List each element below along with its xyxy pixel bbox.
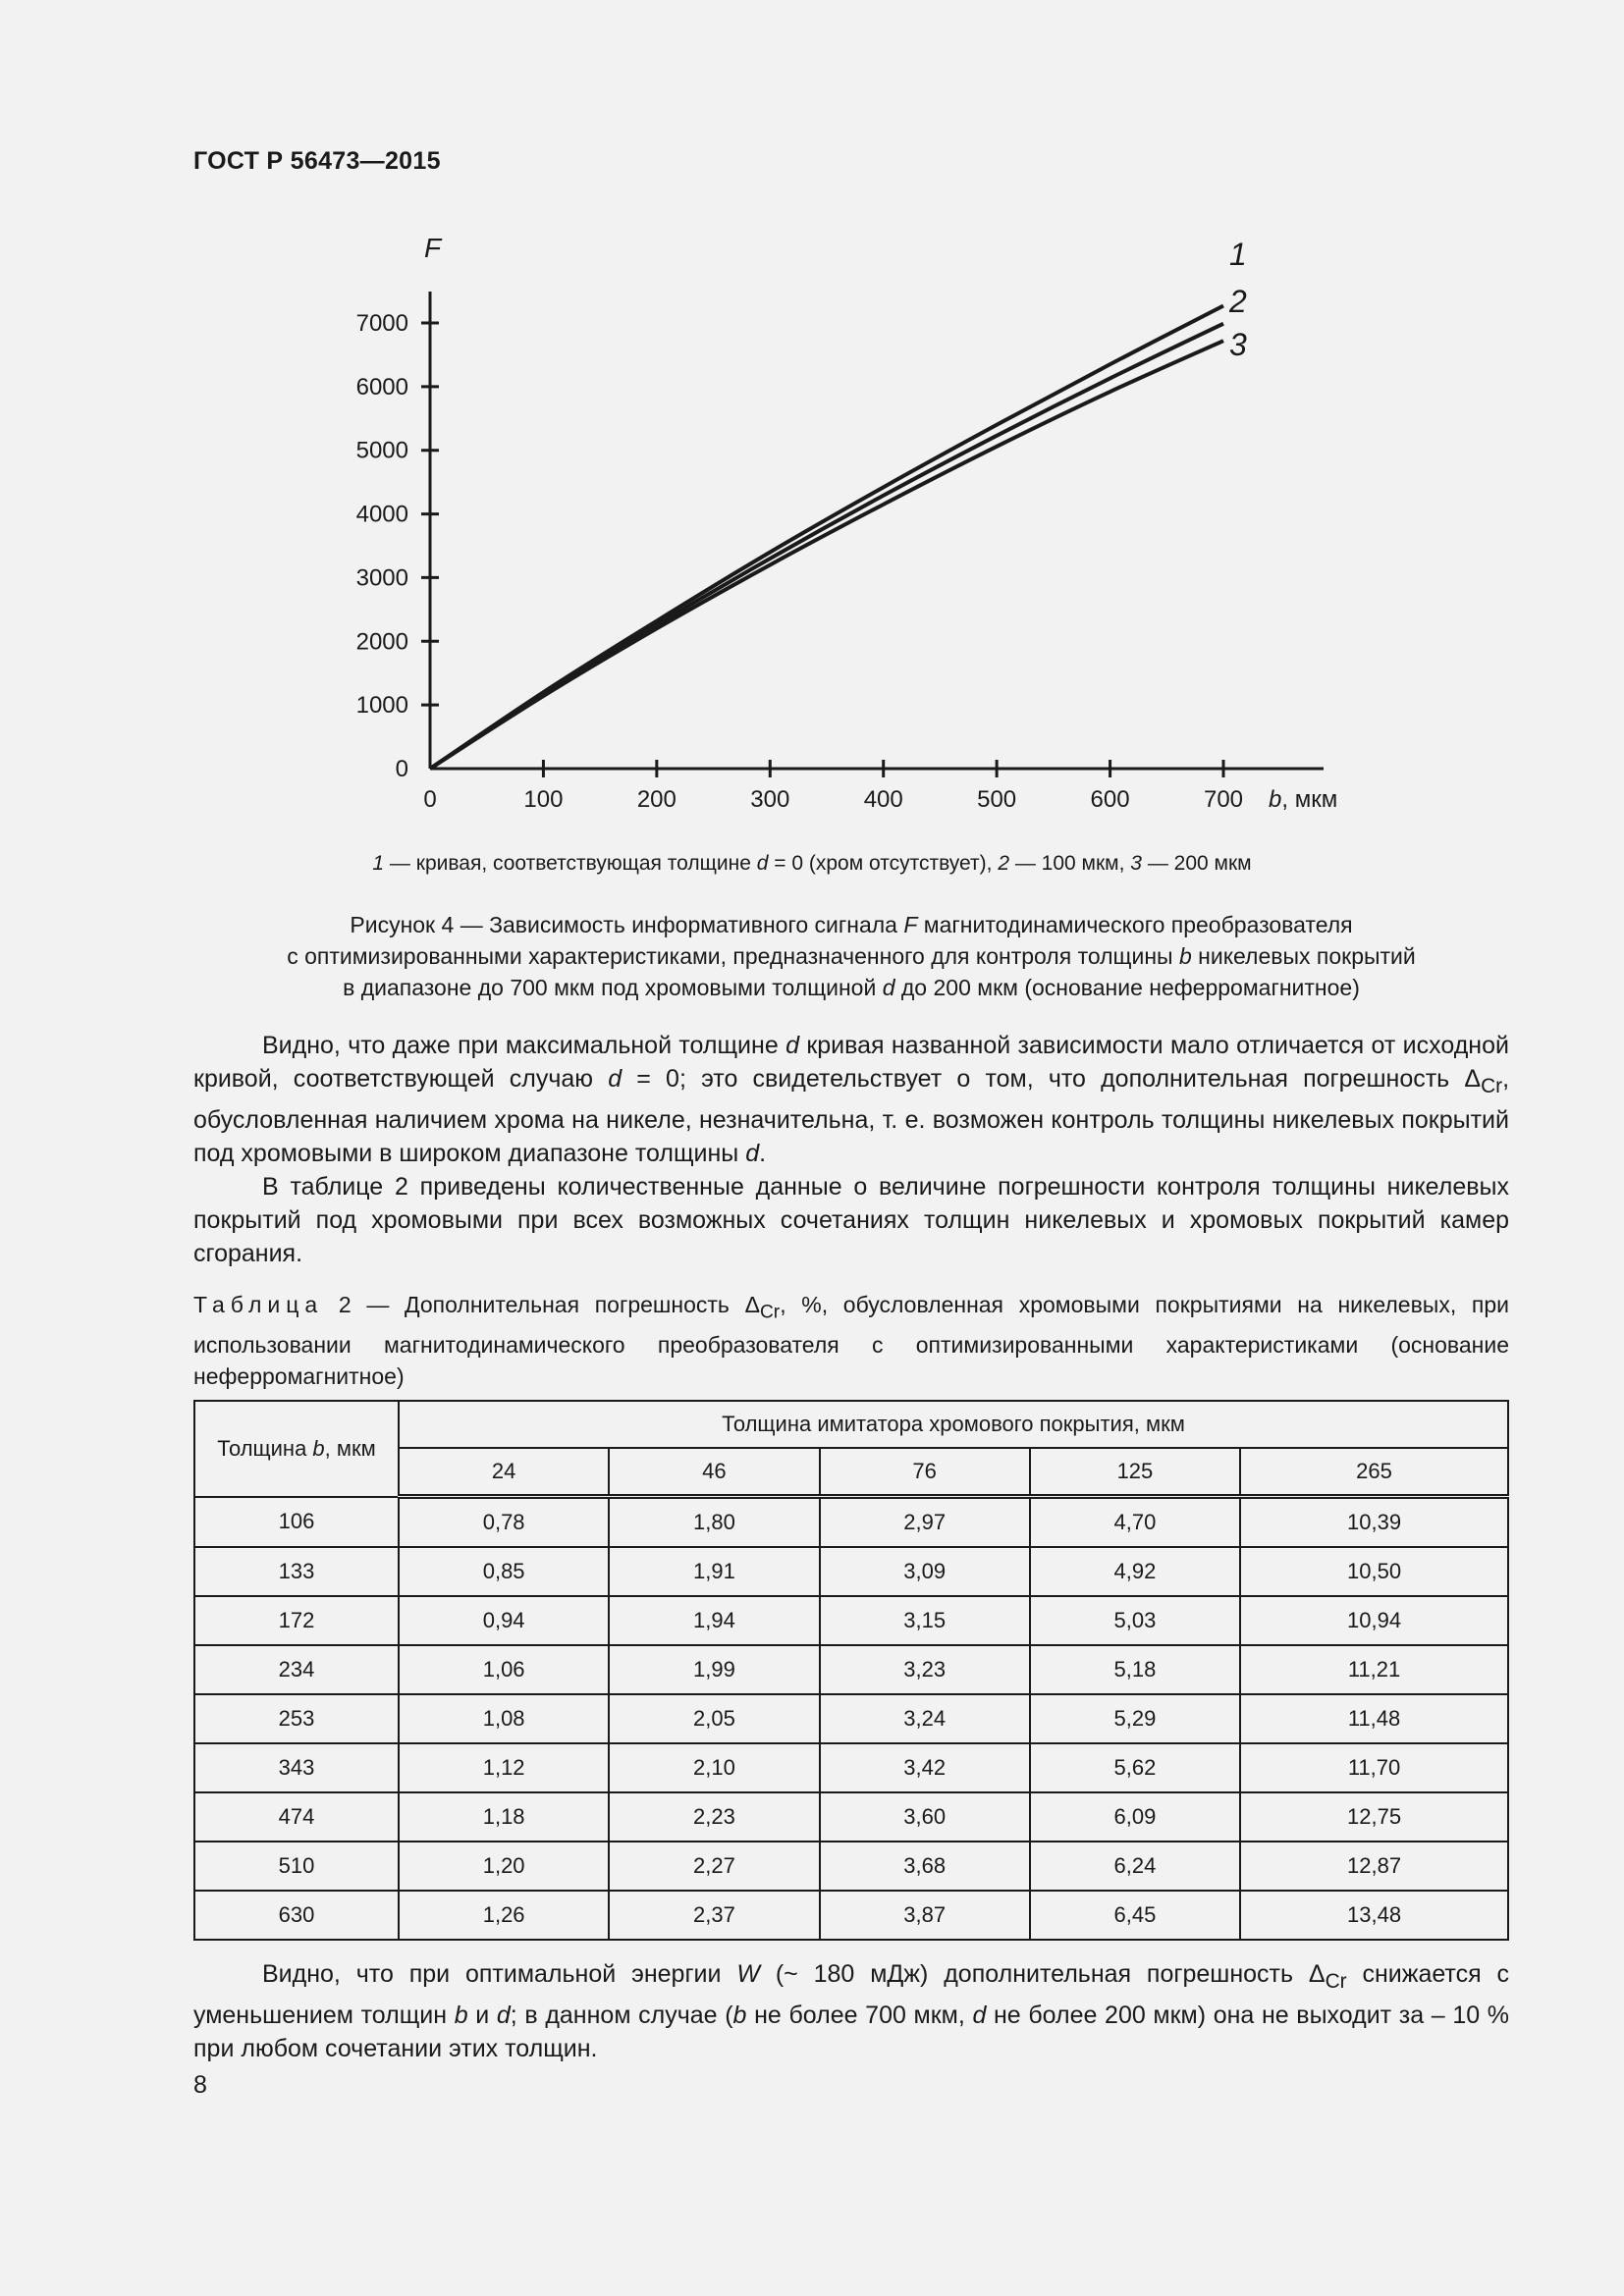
figure-caption (193, 909, 1509, 1003)
document-header: ГОСТ Р 56473—2015 (193, 147, 441, 175)
caption-line-3: в диапазоне до 700 мкм под хромовыми толщиной d до 200 мкм (основание неферромагнитное) (343, 975, 1360, 1000)
y-tick-label: 5000 (355, 437, 408, 464)
value-cell: 1,80 (609, 1497, 819, 1548)
thickness-cell: 106 (194, 1497, 399, 1548)
legend-series-1: 1 (372, 852, 385, 875)
value-cell: 1,99 (609, 1645, 819, 1694)
value-cell: 4,92 (1030, 1547, 1240, 1596)
value-cell: 1,26 (399, 1891, 609, 1940)
value-cell: 10,94 (1240, 1596, 1508, 1645)
value-cell: 3,15 (820, 1596, 1030, 1645)
thickness-cell: 172 (194, 1596, 399, 1645)
value-cell: 2,10 (609, 1743, 819, 1792)
row-header-cell: Толщина b, мкм (194, 1401, 399, 1497)
value-cell: 11,48 (1240, 1694, 1508, 1743)
y-axis-title: F (424, 233, 442, 263)
x-axis-variable: b (1269, 786, 1282, 813)
x-tick-label: 200 (636, 786, 677, 813)
series-2-line (430, 324, 1223, 769)
value-cell: 6,24 (1030, 1842, 1240, 1891)
value-cell: 0,78 (399, 1497, 609, 1548)
value-cell: 0,85 (399, 1547, 609, 1596)
value-cell: 10,39 (1240, 1497, 1508, 1548)
table-row (194, 1743, 1508, 1792)
figure-legend: 1 — кривая, соответствующая толщине d = 0 (хром отсутствует), 2 — 100 мкм, 3 — 200 мкм (372, 852, 1252, 875)
table-row (194, 1792, 1508, 1842)
value-cell: 2,27 (609, 1842, 819, 1891)
column-header: 125 (1030, 1448, 1240, 1497)
thickness-cell: 510 (194, 1842, 399, 1891)
table-caption: Таблица 2 — Дополнительная погрешность $\Delta_{Cr}$, %, обусловленная хромовыми покрытиями на никелевых, при использовании магнитодинамического преобразователя с оптимизированными характеристиками (основание неферромагнитное) (193, 1292, 1510, 1389)
value-cell: 2,05 (609, 1694, 819, 1743)
x-tick-label: 300 (750, 786, 790, 813)
x-axis-unit: , мкм (1281, 786, 1338, 813)
x-tick-label: 700 (1203, 786, 1244, 813)
value-cell: 1,12 (399, 1743, 609, 1792)
value-cell: 6,09 (1030, 1792, 1240, 1842)
table-2 (193, 1400, 1509, 1941)
chart-svg (0, 0, 1624, 883)
series-1-label: 1 (1229, 237, 1247, 272)
value-cell: 6,45 (1030, 1891, 1240, 1940)
value-cell: 5,62 (1030, 1743, 1240, 1792)
value-cell: 1,91 (609, 1547, 819, 1596)
y-tick-label: 7000 (355, 310, 408, 337)
x-tick-label: 100 (523, 786, 564, 813)
value-cell: 0,94 (399, 1596, 609, 1645)
y-tick-label: 1000 (355, 692, 408, 720)
value-cell: 12,87 (1240, 1842, 1508, 1891)
x-axis-title (1269, 786, 1337, 813)
group-header-cell: Толщина имитатора хромового покрытия, мкм (399, 1401, 1508, 1448)
series-3-label: 3 (1229, 327, 1247, 362)
thickness-cell: 343 (194, 1743, 399, 1792)
value-cell: 5,03 (1030, 1596, 1240, 1645)
thickness-cell: 234 (194, 1645, 399, 1694)
series-1-line (430, 305, 1223, 769)
table-row (194, 1842, 1508, 1891)
thickness-cell: 630 (194, 1891, 399, 1940)
column-header: 76 (820, 1448, 1030, 1497)
value-cell: 1,94 (609, 1596, 819, 1645)
value-cell: 3,09 (820, 1547, 1030, 1596)
value-cell: 3,42 (820, 1743, 1030, 1792)
x-tick-label: 0 (423, 786, 437, 813)
value-cell: 13,48 (1240, 1891, 1508, 1940)
value-cell: 2,23 (609, 1792, 819, 1842)
value-cell: 3,87 (820, 1891, 1030, 1940)
value-cell: 3,60 (820, 1792, 1030, 1842)
y-tick-label: 0 (395, 756, 408, 782)
x-tick-label: 600 (1090, 786, 1130, 813)
paragraph-3: Видно, что при оптимальной энергии W (~ 180 мДж) дополнительная погрешность $\Delta_{Cr}$ снижается с уменьшением толщин b и d; в данном случае (b не более 700 мкм, d не более 200 мкм) она не выходит за – 10 % при любом сочетании этих толщин. (193, 1960, 1510, 2062)
value-cell: 2,37 (609, 1891, 819, 1940)
column-header: 46 (609, 1448, 819, 1497)
y-tick-label: 4000 (355, 501, 408, 528)
caption-line-2: с оптимизированными характеристиками, предназначенного для контроля толщины b никелевых покрытий (287, 943, 1416, 969)
legend-series-3: 3 (1130, 852, 1142, 875)
body-paragraphs (193, 1029, 1509, 1270)
value-cell: 5,29 (1030, 1694, 1240, 1743)
table-row (194, 1891, 1508, 1940)
paragraph-1: Видно, что даже при максимальной толщине d кривая названной зависимости мало отличается от исходной кривой, соответствующей случаю d = 0; это свидетельствует о том, что дополнительная погрешность $\Delta_{Cr}$, обусловленная наличием хрома на никеле, незначительна, т. е. возможен контроль толщины никелевых покрытий под хромовыми в широком диапазоне толщины d. (193, 1032, 1510, 1167)
paragraph-2: В таблице 2 приведены количественные данные о величине погрешности контроля толщины никелевых покрытий под хромовыми при всех возможных сочетаниях толщин никелевых и хромовых покрытий камер сгорания. (193, 1173, 1509, 1267)
series-3-line (430, 341, 1223, 769)
value-cell: 3,23 (820, 1645, 1030, 1694)
value-cell: 12,75 (1240, 1792, 1508, 1842)
y-tick-label: 3000 (355, 564, 408, 592)
value-cell: 10,50 (1240, 1547, 1508, 1596)
value-cell: 11,21 (1240, 1645, 1508, 1694)
value-cell: 1,08 (399, 1694, 609, 1743)
y-tick-label: 2000 (355, 628, 408, 656)
table-row (194, 1694, 1508, 1743)
value-cell: 4,70 (1030, 1497, 1240, 1548)
table-row (194, 1547, 1508, 1596)
series-2-label: 2 (1229, 284, 1247, 319)
x-tick-label: 500 (977, 786, 1017, 813)
figure-4-chart (0, 0, 1624, 883)
value-cell: 1,18 (399, 1792, 609, 1842)
y-tick-label: 6000 (355, 373, 408, 400)
x-tick-label: 400 (863, 786, 903, 813)
value-cell: 5,18 (1030, 1645, 1240, 1694)
value-cell: 1,06 (399, 1645, 609, 1694)
caption-line-1: Рисунок 4 — Зависимость информативного сигнала F магнитодинамического преобразователя (350, 912, 1353, 937)
value-cell: 3,24 (820, 1694, 1030, 1743)
value-cell: 3,68 (820, 1842, 1030, 1891)
table-row (194, 1645, 1508, 1694)
legend-series-2: 2 (998, 852, 1010, 875)
thickness-cell: 133 (194, 1547, 399, 1596)
table-row (194, 1596, 1508, 1645)
closing-paragraph (193, 1957, 1509, 2065)
value-cell: 1,20 (399, 1842, 609, 1891)
page-number: 8 (193, 2071, 207, 2099)
column-header: 265 (1240, 1448, 1508, 1497)
value-cell: 2,97 (820, 1497, 1030, 1548)
table-row (194, 1497, 1508, 1548)
thickness-cell: 253 (194, 1694, 399, 1743)
column-header: 24 (399, 1448, 609, 1497)
value-cell: 11,70 (1240, 1743, 1508, 1792)
thickness-cell: 474 (194, 1792, 399, 1842)
